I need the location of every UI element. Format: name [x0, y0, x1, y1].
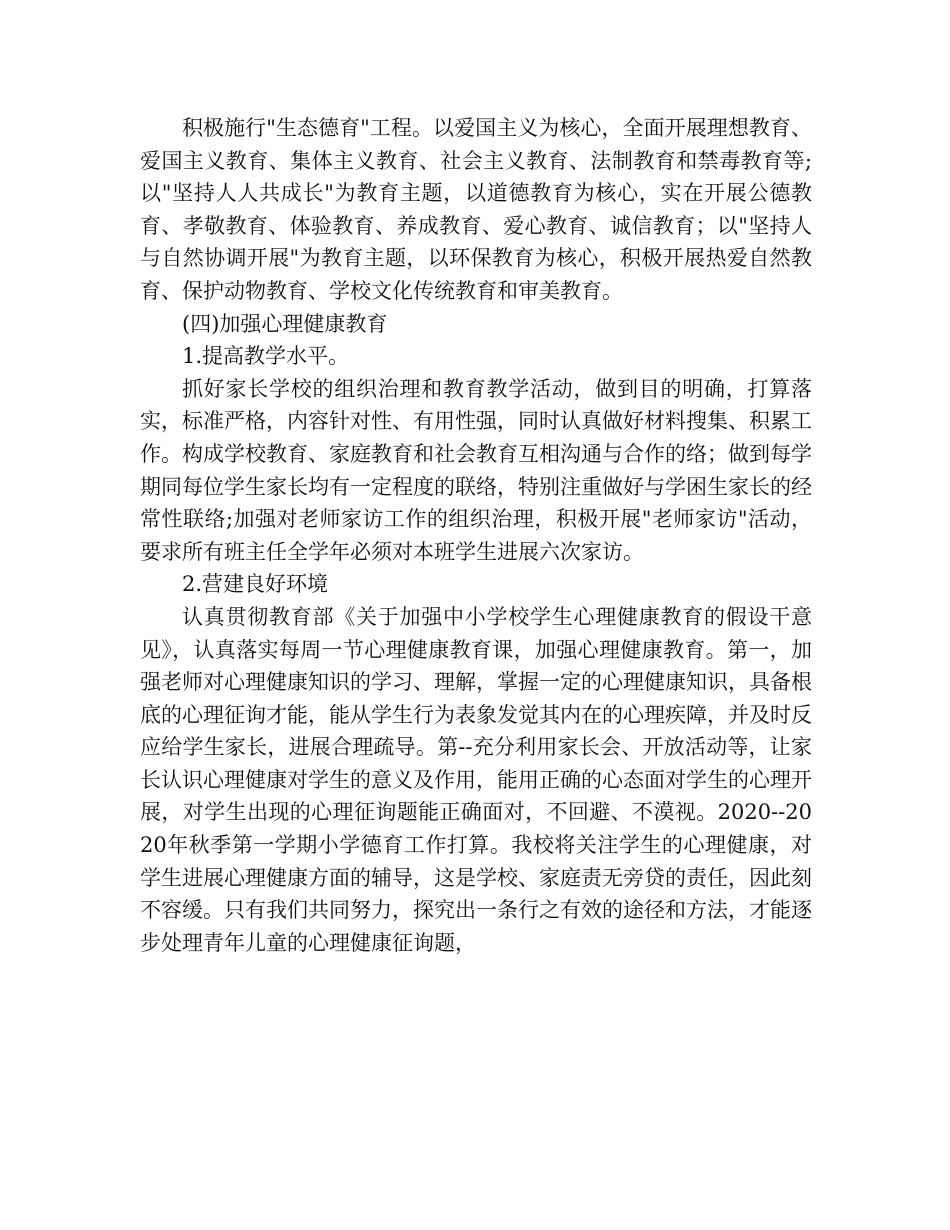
document-page: [140, 112, 812, 959]
subheading-improve-teaching: 1.提高教学水平。: [182, 344, 350, 369]
paragraph-eco-moral-education: 积极施行"生态德育"工程。以爱国主义为核心，全面开展理想教育、爱国主义教育、集体主义教育、社会主义教育、法制教育和禁毒教育等;以"坚持人人共成长"为教育主题，以道德教育为核心，实在开展公德教育、孝敬教育、体验教育、养成教育、爱心教育、诚信教育；以"坚持人与自然协调开展"为教育主题，以环保教育为核心，积极开展热爱自然教育、保护动物教育、学校文化传统教育和审美教育。: [140, 116, 812, 303]
paragraph-parent-school: 抓好家长学校的组织治理和教育教学活动，做到目的明确，打算落实，标准严格，内容针对性、有用性强，同时认真做好材料搜集、积累工作。构成学校教育、家庭教育和社会教育互相沟通与合作的络；做到每学期同每位学生家长均有一定程度的联络，特别注重做好与学困生家长的经常性联络;加强对老师家访工作的组织治理，积极开展"老师家访"活动，要求所有班主任全学年必须对本班学生进展六次家访。: [140, 376, 812, 564]
section-heading-mental-health: (四)加强心理健康教育: [182, 311, 388, 336]
paragraph-mental-health-guidance: 认真贯彻教育部《关于加强中小学校学生心理健康教育的假设干意见》，认真落实每周一节心理健康教育课，加强心理健康教育。第一，加强老师对心理健康知识的学习、理解，掌握一定的心理健康知识，具备根底的心理征询才能，能从学生行为表象发觉其内在的心理疾障，并及时反应给学生家长，进展合理疏导。第--充分利用家长会、开放活动等，让家长认识心理健康对学生的意义及作用，能用正确的心态面对学生的心理开展，对学生出现的心理征询题能正确面对，不回避、不漠视。2020--2020年秋季第一学期小学德育工作打算。我校将关注学生的心理健康，对学生进展心理健康方面的辅导，这是学校、家庭责无旁贷的责任，因此刻不容缓。只有我们共同努力，探究出一条行之有效的途径和方法，才能逐步处理青年儿童的心理健康征询题，: [140, 604, 812, 955]
subheading-good-environment: 2.营建良好环境: [182, 572, 329, 597]
